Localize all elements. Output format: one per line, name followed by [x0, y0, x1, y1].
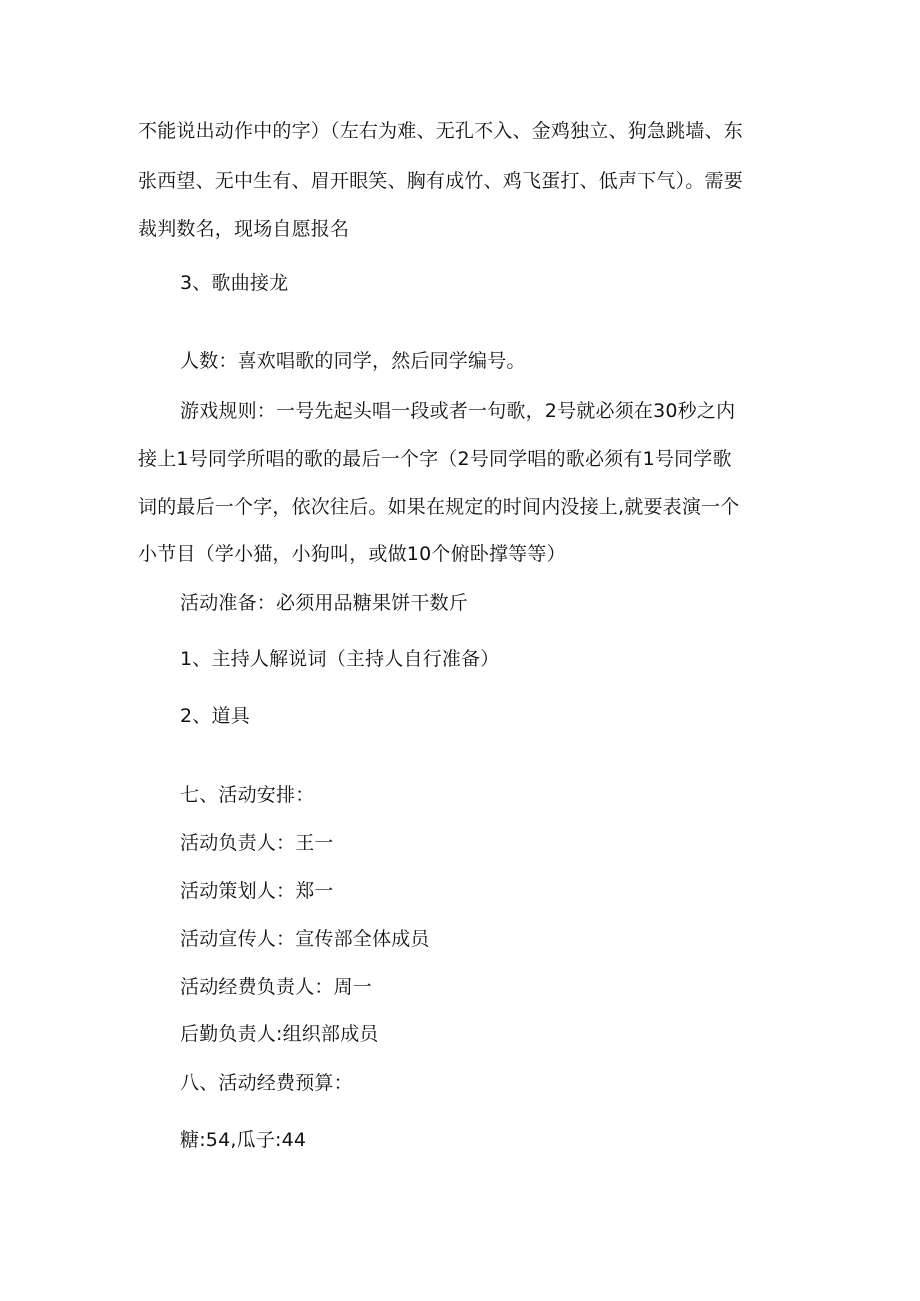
budget-line: 糖:54,瓜子:44: [180, 1129, 307, 1151]
rules-line-1: 游戏规则：一号先起头唱一段或者一句歌，2号就必须在30秒之内: [180, 400, 736, 422]
participants-line: 人数：喜欢唱歌的同学，然后同学编号。: [180, 350, 526, 372]
preparation-item-1: 1、主持人解说词（主持人自行准备）: [180, 648, 500, 670]
rules-line-4: 小节目（学小猫，小狗叫，或做10个俯卧撑等等）: [138, 543, 566, 565]
paragraph-line-1: 不能说出动作中的字）（左右为难、无孔不入、金鸡独立、狗急跳墙、东: [138, 120, 743, 142]
arrangement-lead: 活动负责人：王一: [180, 832, 334, 854]
paragraph-line-3: 裁判数名，现场自愿报名: [138, 218, 350, 240]
paragraph-line-2: 张西望、无中生有、眉开眼笑、胸有成竹、鸡飞蛋打、低声下气）。需要: [138, 170, 743, 192]
arrangement-logistics: 后勤负责人:组织部成员: [180, 1023, 379, 1045]
section-heading-arrangement: 七、活动安排：: [180, 784, 315, 806]
rules-line-2: 接上1号同学所唱的歌的最后一个字（2号同学唱的歌必须有1号同学歌: [138, 448, 732, 470]
rules-line-3: 词的最后一个字，依次往后。如果在规定的时间内没接上,就要表演一个: [138, 496, 740, 518]
section-heading-budget: 八、活动经费预算：: [180, 1072, 353, 1094]
arrangement-finance: 活动经费负责人：周一: [180, 976, 373, 998]
section-heading-song-chain: 3、歌曲接龙: [180, 272, 289, 294]
preparation-line: 活动准备：必须用品糖果饼干数斤: [180, 592, 469, 614]
preparation-item-2: 2、道具: [180, 705, 250, 727]
arrangement-publicity: 活动宣传人：宣传部全体成员: [180, 928, 430, 950]
arrangement-planner: 活动策划人：郑一: [180, 880, 334, 902]
